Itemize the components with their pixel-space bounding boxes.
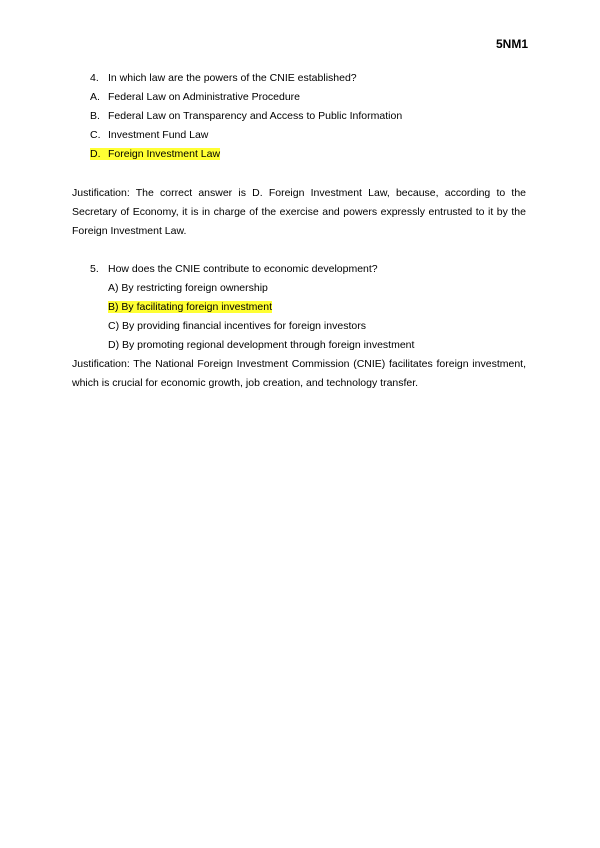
- option-text: Foreign Investment Law: [108, 148, 221, 160]
- question-5: [90, 263, 378, 276]
- q5-option-a: A) By restricting foreign ownership: [108, 282, 268, 294]
- option-text: Federal Law on Transparency and Access to Public Information: [108, 110, 403, 122]
- q4-option-a: [90, 91, 300, 104]
- q5-option-d: D) By promoting regional development through foreign investment: [108, 339, 415, 351]
- option-letter: D.: [90, 148, 101, 160]
- option-letter: C.: [90, 129, 101, 141]
- q4-justification: Justification: The correct answer is D. Foreign Investment Law, because, according to the Secretary of Economy, it is in charge of the exercise and powers expressly entrusted to it by the Foreign Investment Law.: [72, 187, 526, 237]
- q5-option-c: C) By providing financial incentives for foreign investors: [108, 320, 366, 332]
- question-text: How does the CNIE contribute to economic development?: [108, 263, 378, 275]
- question-text: In which law are the powers of the CNIE established?: [108, 72, 357, 84]
- option-text: Federal Law on Administrative Procedure: [108, 91, 301, 103]
- q4-option-b: [90, 110, 402, 123]
- question-4: [90, 72, 357, 85]
- question-number: 4.: [90, 72, 99, 84]
- q5-option-b-correct: [108, 301, 272, 314]
- option-text: Investment Fund Law: [108, 129, 209, 141]
- q4-option-c: [90, 129, 208, 142]
- question-number: 5.: [90, 263, 99, 275]
- q5-justification: Justification: The National Foreign Investment Commission (CNIE) facilitates foreign investment, which is crucial for economic growth, job creation, and technology transfer.: [72, 358, 526, 389]
- option-text: B) By facilitating foreign investment: [108, 301, 272, 313]
- option-letter: B.: [90, 110, 100, 122]
- q4-option-d-correct: [90, 148, 220, 161]
- document-id: 5NM1: [495, 37, 528, 51]
- option-letter: A.: [90, 91, 100, 103]
